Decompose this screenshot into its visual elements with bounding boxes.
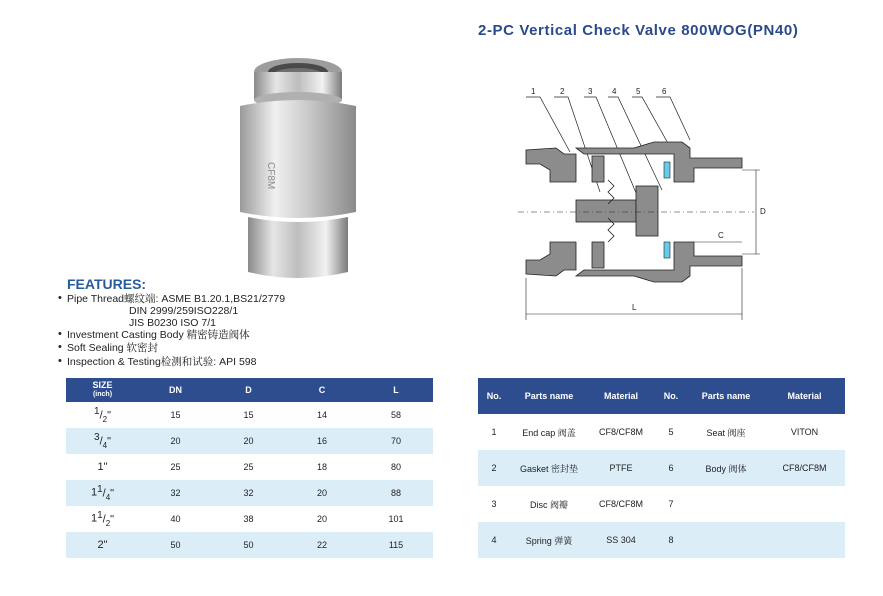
cell-c: 22 bbox=[285, 532, 359, 558]
size-table bbox=[66, 378, 433, 558]
table-row bbox=[478, 522, 845, 558]
cell-c: 18 bbox=[316, 462, 327, 472]
cell-c: 20 bbox=[316, 514, 327, 524]
callout-2: 2 bbox=[560, 87, 565, 96]
header-size: SIZE (inch) bbox=[66, 378, 139, 402]
feature-item: • Inspection & Testing检测和试验: API 598 bbox=[58, 355, 257, 368]
table-row bbox=[478, 414, 845, 450]
cell-no: 2 bbox=[478, 450, 510, 486]
size-table-header bbox=[66, 378, 433, 402]
size-cell: $1^1/_2$" bbox=[90, 510, 115, 528]
cell-dn: 20 bbox=[139, 428, 212, 454]
cell-c: 14 bbox=[316, 410, 327, 420]
cell-parts-name bbox=[688, 522, 764, 558]
cell-no: 6 bbox=[654, 450, 688, 486]
header-l: L bbox=[359, 378, 433, 402]
table-row bbox=[66, 402, 433, 428]
size-cell: $^1/_2$" bbox=[94, 406, 111, 424]
cell-d: 50 bbox=[212, 532, 285, 558]
cell-no: 5 bbox=[668, 427, 674, 437]
header-parts-name: Parts name bbox=[510, 378, 588, 414]
cell-d: 20 bbox=[212, 428, 285, 454]
parts-table-header bbox=[478, 378, 845, 414]
feature-item: • Soft Sealing 软密封 bbox=[58, 341, 159, 354]
size-cell: 2" bbox=[66, 532, 139, 558]
header-d: D bbox=[212, 378, 285, 402]
cell-dn: 40 bbox=[170, 514, 181, 524]
table-row bbox=[66, 480, 433, 506]
feature-item: • Pipe Thread螺纹端: ASME B1.20.1,BS21/2779 bbox=[58, 292, 286, 305]
cell-l: 58 bbox=[390, 410, 401, 420]
valve-product-photo bbox=[228, 52, 368, 284]
cell-l: 115 bbox=[359, 532, 433, 558]
page-title: 2-PC Vertical Check Valve 800WOG(PN40) bbox=[478, 22, 799, 39]
cell-material bbox=[764, 486, 845, 522]
callout-5: 5 bbox=[636, 87, 641, 96]
size-cell: $^3/_4$" bbox=[66, 428, 139, 454]
cell-material: SS 304 bbox=[588, 522, 654, 558]
feature-item-continued: JIS B0230 ISO 7/1 bbox=[129, 317, 216, 329]
cell-c: 20 bbox=[285, 480, 359, 506]
cell-dn: 50 bbox=[139, 532, 212, 558]
table-row bbox=[478, 486, 845, 522]
cell-no: 8 bbox=[654, 522, 688, 558]
svg-text:CF8M: CF8M bbox=[265, 162, 276, 190]
cell-material: PTFE bbox=[588, 450, 654, 486]
table-row bbox=[66, 506, 433, 532]
dimension-c-label: C bbox=[718, 231, 724, 240]
header-no: No. bbox=[654, 378, 688, 414]
valve-cross-section-diagram bbox=[504, 82, 768, 324]
table-row bbox=[66, 532, 433, 558]
header-c: C bbox=[285, 378, 359, 402]
cell-no: 1 bbox=[491, 427, 497, 437]
cell-dn: 15 bbox=[170, 410, 181, 420]
bullet-icon: • bbox=[58, 355, 62, 367]
bullet-icon: • bbox=[58, 328, 62, 340]
cell-parts-name: Gasket 密封垫 bbox=[510, 450, 588, 486]
cell-parts-name bbox=[688, 486, 764, 522]
feature-item: • Investment Casting Body 精密铸造阀体 bbox=[58, 328, 250, 341]
cell-d: 25 bbox=[243, 462, 254, 472]
callout-6: 6 bbox=[662, 87, 667, 96]
cell-material: CF8/CF8M bbox=[764, 450, 845, 486]
cell-material: CF8/CF8M bbox=[598, 427, 643, 437]
cell-l: 70 bbox=[359, 428, 433, 454]
dimension-l-label: L bbox=[632, 303, 637, 312]
callout-4: 4 bbox=[612, 87, 617, 96]
parts-table bbox=[478, 378, 845, 558]
cell-d: 15 bbox=[243, 410, 254, 420]
callout-3: 3 bbox=[588, 87, 593, 96]
header-dn: DN bbox=[139, 378, 212, 402]
cell-dn: 32 bbox=[139, 480, 212, 506]
bullet-icon: • bbox=[58, 292, 62, 304]
cell-l: 101 bbox=[388, 514, 404, 524]
table-row bbox=[66, 428, 433, 454]
cell-parts-name: Disc 阀瓣 bbox=[530, 499, 568, 510]
dimension-d-label: D bbox=[760, 207, 766, 216]
bullet-icon: • bbox=[58, 341, 62, 353]
header-parts-name: Parts name bbox=[688, 378, 764, 414]
header-material: Material bbox=[764, 378, 845, 414]
cell-d: 32 bbox=[212, 480, 285, 506]
cell-l: 80 bbox=[390, 462, 401, 472]
cell-material: CF8/CF8M bbox=[598, 499, 643, 509]
cell-l: 88 bbox=[359, 480, 433, 506]
table-row bbox=[478, 450, 845, 486]
cell-material bbox=[764, 522, 845, 558]
cell-no: 7 bbox=[668, 499, 674, 509]
cell-parts-name: Seat 阀座 bbox=[706, 427, 746, 438]
size-cell: 1" bbox=[97, 461, 108, 473]
features-heading: FEATURES: bbox=[67, 276, 147, 292]
cell-d: 38 bbox=[243, 514, 254, 524]
feature-item-continued: DIN 2999/259ISO228/1 bbox=[129, 305, 239, 317]
cell-parts-name: Spring 弹簧 bbox=[510, 522, 588, 558]
header-no: No. bbox=[478, 378, 510, 414]
cell-c: 16 bbox=[285, 428, 359, 454]
table-row bbox=[66, 454, 433, 480]
cell-dn: 25 bbox=[170, 462, 181, 472]
cell-parts-name: Body 阀体 bbox=[688, 450, 764, 486]
cell-no: 4 bbox=[478, 522, 510, 558]
header-material: Material bbox=[588, 378, 654, 414]
size-cell: $1^1/_4$" bbox=[66, 480, 139, 506]
cell-no: 3 bbox=[491, 499, 497, 509]
cell-parts-name: End cap 阀盖 bbox=[522, 427, 576, 438]
callout-1: 1 bbox=[531, 87, 536, 96]
cell-material: VITON bbox=[790, 427, 819, 437]
